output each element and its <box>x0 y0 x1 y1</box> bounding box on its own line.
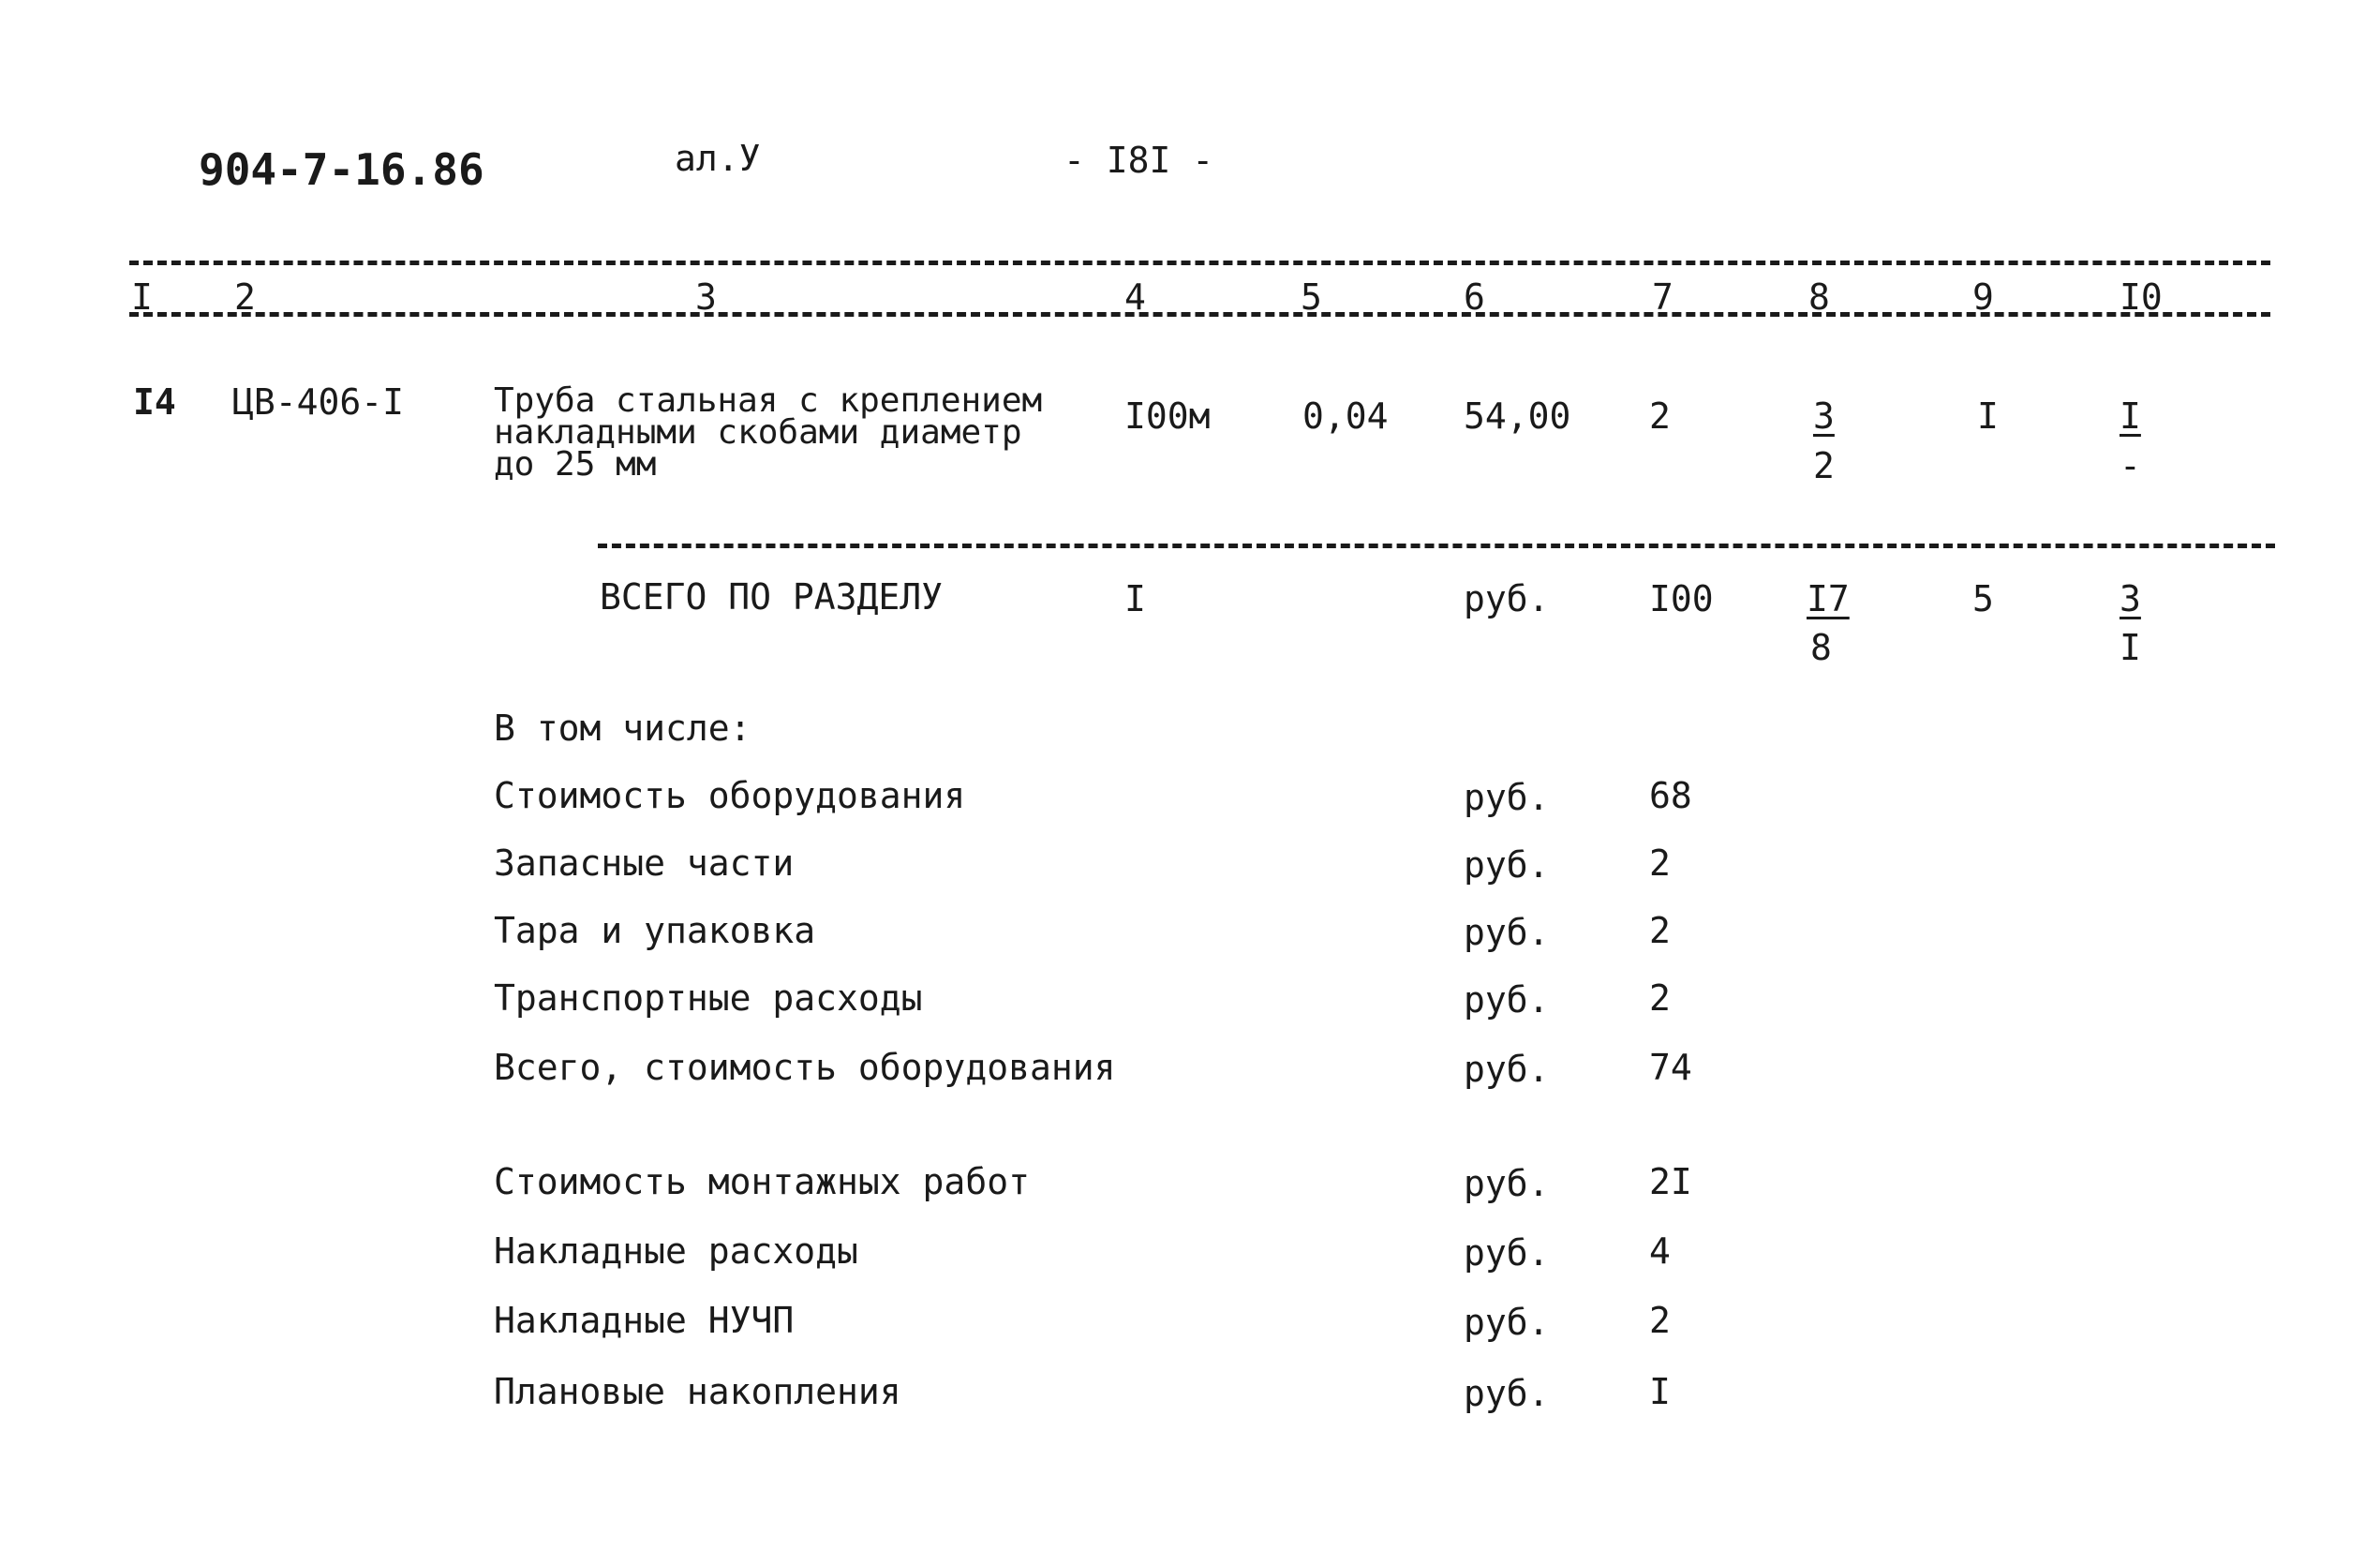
breakdown-unit: руб. <box>1464 1302 1550 1343</box>
breakdown-unit: руб. <box>1464 777 1550 818</box>
total-col8-bottom: 8 <box>1810 627 1832 668</box>
row-col7: 2 <box>1649 395 1671 437</box>
page-number: - I8I - <box>1064 140 1214 181</box>
breakdown-label: Всего, стоимость оборудования <box>494 1047 1116 1088</box>
total-col9: 5 <box>1972 578 1994 619</box>
col-header-6: 6 <box>1464 276 1485 318</box>
breakdown-unit: руб. <box>1464 979 1550 1021</box>
breakdown-label: Стоимость монтажных работ <box>494 1161 1030 1202</box>
row-code: ЦВ-406-I <box>232 381 405 423</box>
row-description-line-3: до 25 мм <box>494 445 657 484</box>
header-rule-bottom <box>129 312 2270 317</box>
col-header-4: 4 <box>1124 276 1146 318</box>
total-col8-top: I7 <box>1807 578 1850 619</box>
total-col10-top: 3 <box>2120 578 2141 619</box>
total-col4: I <box>1124 578 1146 619</box>
row-number: I4 <box>133 381 176 423</box>
breakdown-label: Тара и упаковка <box>494 910 816 951</box>
total-col7: I00 <box>1649 578 1714 619</box>
breakdown-value: I <box>1649 1371 1671 1412</box>
breakdown-label: Плановые накопления <box>494 1371 901 1412</box>
breakdown-unit: руб. <box>1464 1049 1550 1090</box>
breakdown-unit: руб. <box>1464 1373 1550 1414</box>
col-header-3: 3 <box>695 276 717 318</box>
breakdown-unit: руб. <box>1464 1163 1550 1204</box>
total-rule <box>598 544 2275 548</box>
row-description-line-2: накладными скобами диаметр <box>494 413 1022 452</box>
breakdown-unit: руб. <box>1464 844 1550 886</box>
breakdown-label: Стоимость оборудования <box>494 775 966 816</box>
document-number: 904-7-16.86 <box>199 144 484 195</box>
sheet-label: ал.У <box>675 138 761 179</box>
col-header-2: 2 <box>234 276 256 318</box>
total-col10-bottom: I <box>2120 627 2141 668</box>
breakdown-label: Запасные части <box>494 842 795 884</box>
row-col8-bottom: 2 <box>1813 445 1835 486</box>
breakdown-unit: руб. <box>1464 912 1550 953</box>
breakdown-label: Накладные расходы <box>494 1230 858 1272</box>
total-unit: руб. <box>1464 578 1550 619</box>
breakdown-value: 2 <box>1649 1300 1671 1341</box>
row-quantity: 0,04 <box>1302 395 1389 437</box>
row-unit: I00м <box>1124 395 1211 437</box>
col-header-1: I <box>131 276 153 318</box>
breakdown-value: 68 <box>1649 775 1692 816</box>
including-label: В том числе: <box>494 708 751 749</box>
row-unit-price: 54,00 <box>1464 395 1571 437</box>
col-header-9: 9 <box>1972 276 1994 318</box>
breakdown-value: 4 <box>1649 1230 1671 1272</box>
row-col9: I <box>1977 395 1999 437</box>
row-col10-top: I <box>2120 395 2141 437</box>
breakdown-label: Транспортные расходы <box>494 977 923 1019</box>
col-header-8: 8 <box>1808 276 1830 318</box>
col-header-7: 7 <box>1652 276 1673 318</box>
breakdown-label: Накладные НУЧП <box>494 1300 795 1341</box>
breakdown-value: 2 <box>1649 910 1671 951</box>
header-rule-top <box>129 261 2270 265</box>
total-label: ВСЕГО ПО РАЗДЕЛУ <box>600 576 944 618</box>
breakdown-value: 74 <box>1649 1047 1692 1088</box>
col-header-10: I0 <box>2120 276 2163 318</box>
row-col10-bottom: - <box>2120 445 2141 486</box>
row-col8-top: 3 <box>1813 395 1835 437</box>
row-description-line-1: Труба стальная с креплением <box>494 381 1043 420</box>
breakdown-value: 2 <box>1649 842 1671 884</box>
breakdown-unit: руб. <box>1464 1232 1550 1274</box>
col-header-5: 5 <box>1301 276 1322 318</box>
breakdown-value: 2 <box>1649 977 1671 1019</box>
breakdown-value: 2I <box>1649 1161 1692 1202</box>
